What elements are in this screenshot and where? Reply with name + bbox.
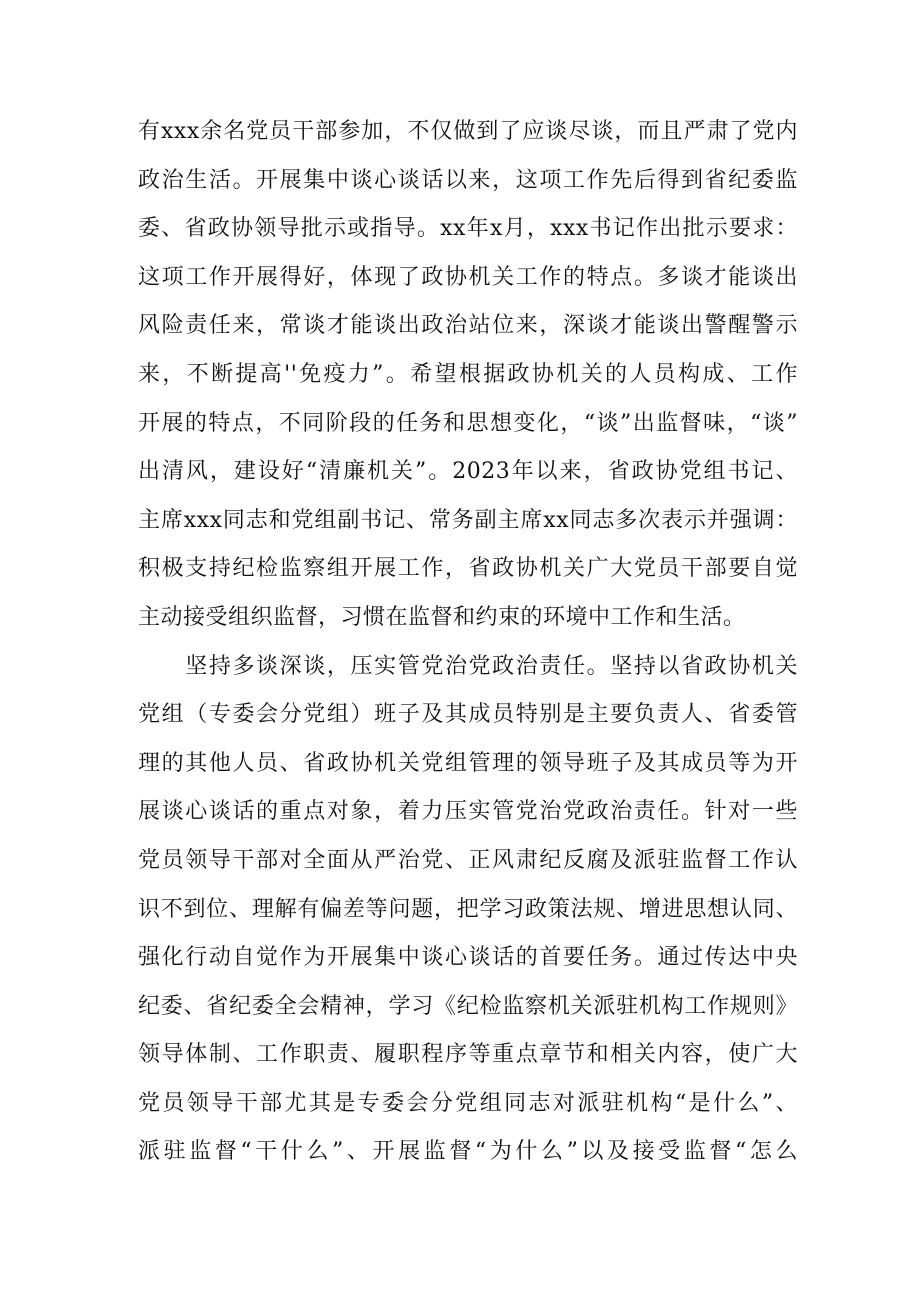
text-line: 展谈心谈话的重点对象，着力压实管党治党政治责任。针对一些 xyxy=(138,799,798,825)
text-line: 党员领导干部尤其是专委会分党组同志对派驻机构“是什么”、 xyxy=(138,1090,798,1116)
text-line: 领导体制、工作职责、履职程序等重点章节和相关内容，使广大 xyxy=(138,1042,798,1068)
body-text xyxy=(138,108,798,1177)
text-line: 主席xxx同志和党组副书记、常务副主席xx同志多次表示并强调： xyxy=(138,507,798,533)
text-line: 开展的特点，不同阶段的任务和思想变化，“谈”出监督味，“谈” xyxy=(138,410,798,436)
text-line: 纪委、省纪委全会精神，学习《纪检监察机关派驻机构工作规则》 xyxy=(138,993,798,1019)
text-line: 派驻监督“干什么”、开展监督“为什么”以及接受监督“怎么 xyxy=(138,1139,798,1165)
text-line: 强化行动自觉作为开展集中谈心谈话的首要任务。通过传达中央 xyxy=(138,945,798,971)
text-line: 有xxx余名党员干部参加，不仅做到了应谈尽谈，而且严肃了党内 xyxy=(138,119,798,144)
text-line: 风险责任来，常谈才能谈出政治站位来，深谈才能谈出警醒警示 xyxy=(138,313,798,339)
text-line: 来，不断提高''免疫力”。希望根据政协机关的人员构成、工作 xyxy=(138,361,798,387)
text-line: 出清风，建设好“清廉机关”。2023年以来，省政协党组书记、 xyxy=(138,459,798,485)
text-line: 识不到位、理解有偏差等问题，把学习政策法规、增进思想认同、 xyxy=(138,896,798,922)
text-line: 积极支持纪检监察组开展工作，省政协机关广大党员干部要自觉 xyxy=(138,556,798,582)
text-line: 委、省政协领导批示或指导。xx年x月，xxx书记作出批示要求： xyxy=(138,216,798,242)
text-line: 理的其他人员、省政协机关党组管理的领导班子及其成员等为开 xyxy=(138,750,798,776)
text-line: 党员领导干部对全面从严治党、正风肃纪反腐及派驻监督工作认 xyxy=(138,847,798,873)
text-line: 党组（专委会分党组）班子及其成员特别是主要负责人、省委管 xyxy=(138,702,798,728)
paragraph-end-line: 主动接受组织监督，习惯在监督和约束的环境中工作和生活。 xyxy=(138,604,746,630)
paragraph-start-line: 坚持多谈深谈，压实管党治党政治责任。坚持以省政协机关 xyxy=(138,653,798,679)
text-line: 这项工作开展得好，体现了政协机关工作的特点。多谈才能谈出 xyxy=(138,264,798,290)
text-line: 政治生活。开展集中谈心谈话以来，这项工作先后得到省纪委监 xyxy=(138,167,798,193)
